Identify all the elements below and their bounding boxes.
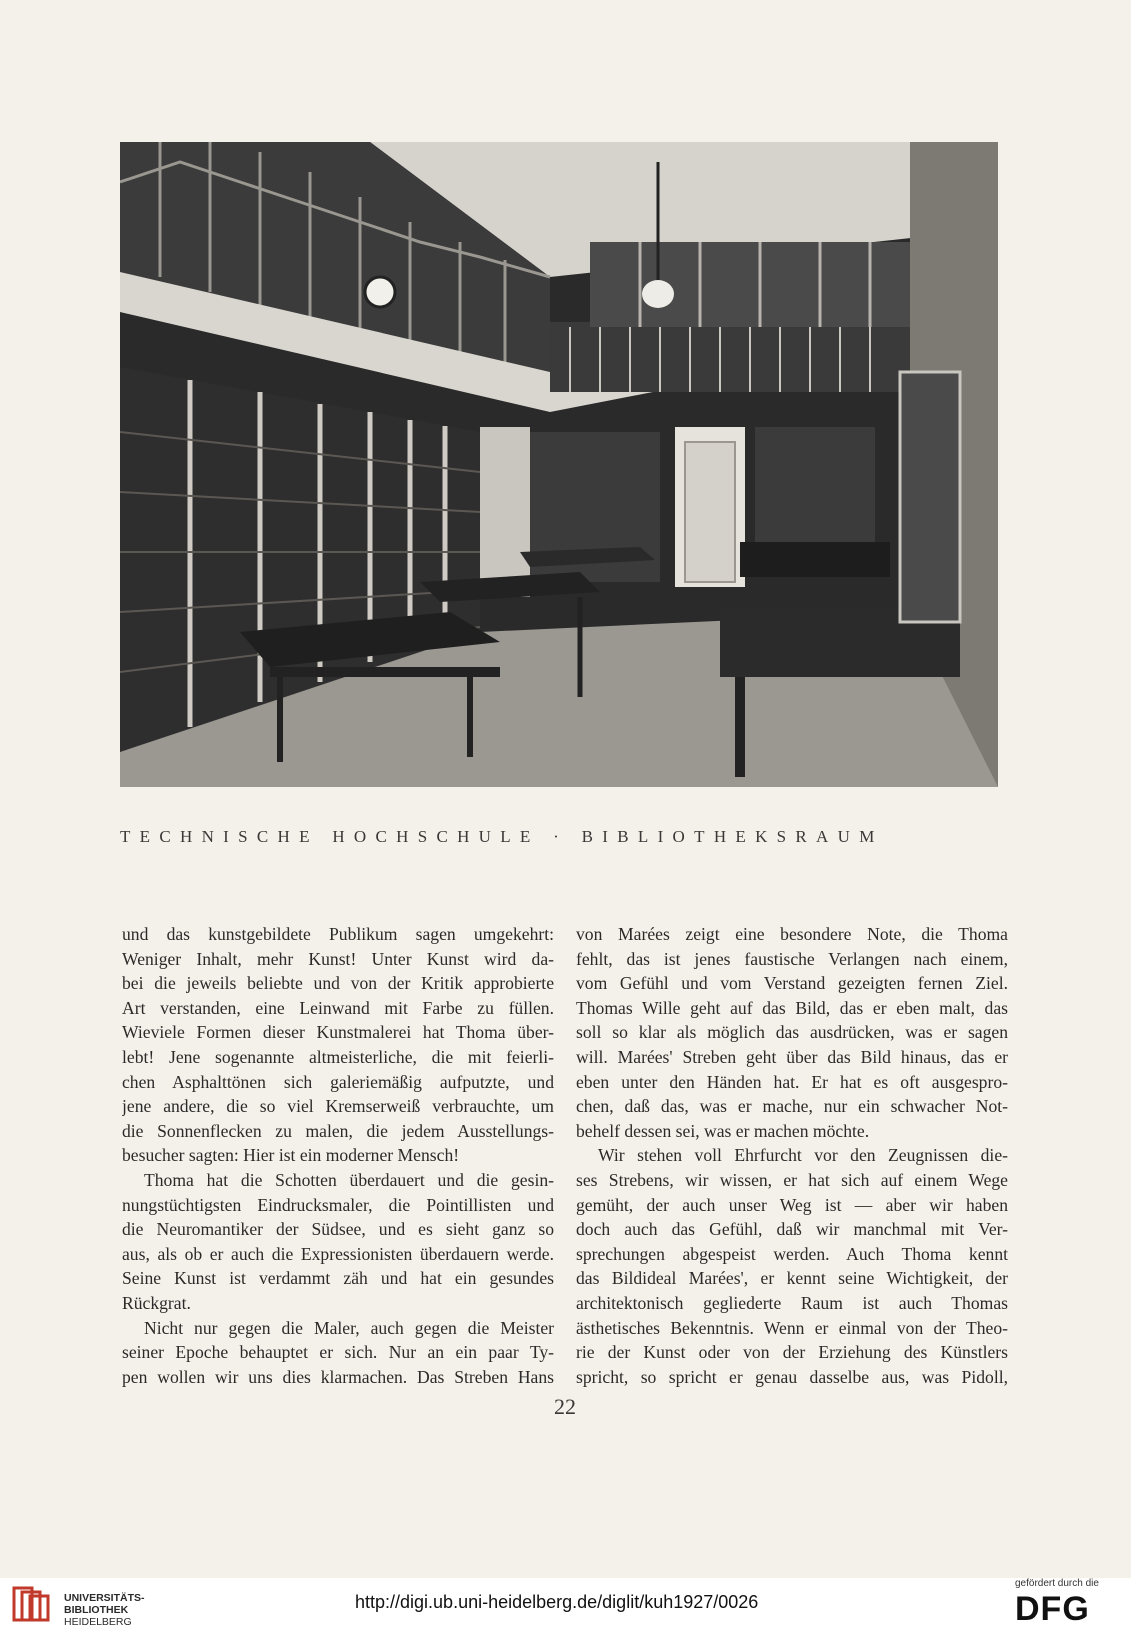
text-column-left [122,922,554,1389]
text-line: rie der Kunst oder von der Erziehung des Künstlers [576,1342,1008,1363]
library-name-line1: UNIVERSITÄTS- [64,1592,145,1604]
text-line: doch auch das Gefühl, daß wir manchmal mit Ver- [576,1219,1008,1240]
text-line: vom Gefühl und vom Verstand gezeigten fernen Ziel. [576,973,1008,994]
library-name-line2: BIBLIOTHEK [64,1604,129,1616]
text-line: architektonisch gegliederte Raum ist auch Thomas [576,1292,1008,1313]
text-line: die Neuromantiker der Südsee, und es sieht ganz so [122,1219,554,1240]
text-line: ses Strebens, wir wissen, er hat sich auf einem Wege [576,1169,1008,1190]
text-line: gemüht, der auch unser Weg ist — aber wir haben [576,1194,1008,1215]
text-line: eben unter den Händen hat. Er hat es oft ausgespro- [576,1071,1008,1092]
text-line: soll so klar als möglich das ausdrücken, was er sagen [576,1022,1008,1043]
text-line: Rückgrat. [122,1292,191,1313]
text-line: behelf dessen sei, was er machen möchte. [576,1120,870,1141]
text-line: jene andere, die so viel Kremserweiß verbrauchte, um [122,1096,554,1117]
text-line: Wieviele Formen dieser Kunstmalerei hat Thoma über- [122,1022,554,1043]
dfg-logo: DFG [1015,1590,1090,1628]
text-line: pen wollen wir uns dies klarmachen. Das Streben Hans [122,1366,554,1387]
text-line: Weniger Inhalt, mehr Kunst! Unter Kunst wird da- [122,948,554,969]
text-line: fehlt, das ist jenes faustische Verlangen nach einem, [576,948,1008,969]
text-line: nungstüchtigsten Eindrucksmaler, die Pointillisten und [122,1194,554,1215]
text-line: Nicht nur gegen die Maler, auch gegen die Meister [144,1317,554,1338]
university-library-logo-icon [12,1584,56,1624]
photo-caption: TECHNISCHE HOCHSCHULE · BIBLIOTHEKSRAUM [120,827,884,846]
permalink-url[interactable]: http://digi.ub.uni-heidelberg.de/diglit/kuh1927/0026 [355,1592,759,1612]
text-line: spricht, so spricht er genau dasselbe aus, was Pidoll, [576,1366,1008,1387]
text-column-right [576,922,1008,1389]
text-line: und das kunstgebildete Publikum sagen umgekehrt: [122,924,554,944]
text-line: Thomas Wille geht auf das Bild, das er eben malt, das [576,997,1008,1018]
text-line: Seine Kunst ist verdammt zäh und hat ein gesundes [122,1268,554,1289]
text-line: Thoma hat die Schotten überdauert und die gesin- [144,1169,554,1190]
funding-label: gefördert durch die [1015,1578,1099,1589]
footer-bar [0,1578,1131,1629]
library-reading-room-photo [120,142,998,787]
text-line: bei die jeweils beliebte und von der Kritik approbierte [122,973,554,994]
text-line: von Marées zeigt eine besondere Note, die Thoma [576,924,1008,944]
library-name-line3: HEIDELBERG [64,1616,132,1628]
page-number: 22 [554,1394,576,1419]
text-line: Art verstanden, eine Leinwand mit Farbe zu füllen. [122,997,554,1018]
text-line: die Sonnenflecken zu malen, die jedem Ausstellungs- [122,1120,554,1141]
text-line: ästhetisches Bekenntnis. Wenn er einmal von der Theo- [576,1317,1008,1338]
text-line: Wir stehen voll Ehrfurcht vor den Zeugnissen die- [598,1145,1008,1166]
text-line: chen, daß das, was er mache, nur ein schwacher Not- [576,1096,1008,1117]
text-line: seiner Epoche behauptet er sich. Nur an ein paar Ty- [122,1342,554,1363]
text-line: lebt! Jene sogenannte altmeisterliche, die mit feierli- [122,1046,554,1067]
text-line: besucher sagten: Hier ist ein moderner Mensch! [122,1145,460,1166]
text-line: aus, als ob er auch die Expressionisten überdauern werde. [122,1243,554,1264]
text-line: chen Asphalttönen sich galeriemäßig aufputzte, und [122,1071,554,1092]
text-line: das Bildideal Marées', er kennt seine Wichtigkeit, der [576,1268,1008,1289]
text-line: sprechungen abgespeist werden. Auch Thoma kennt [576,1243,1008,1264]
text-line: will. Marées' Streben geht über das Bild hinaus, das er [576,1046,1008,1067]
library-name [64,1592,145,1628]
